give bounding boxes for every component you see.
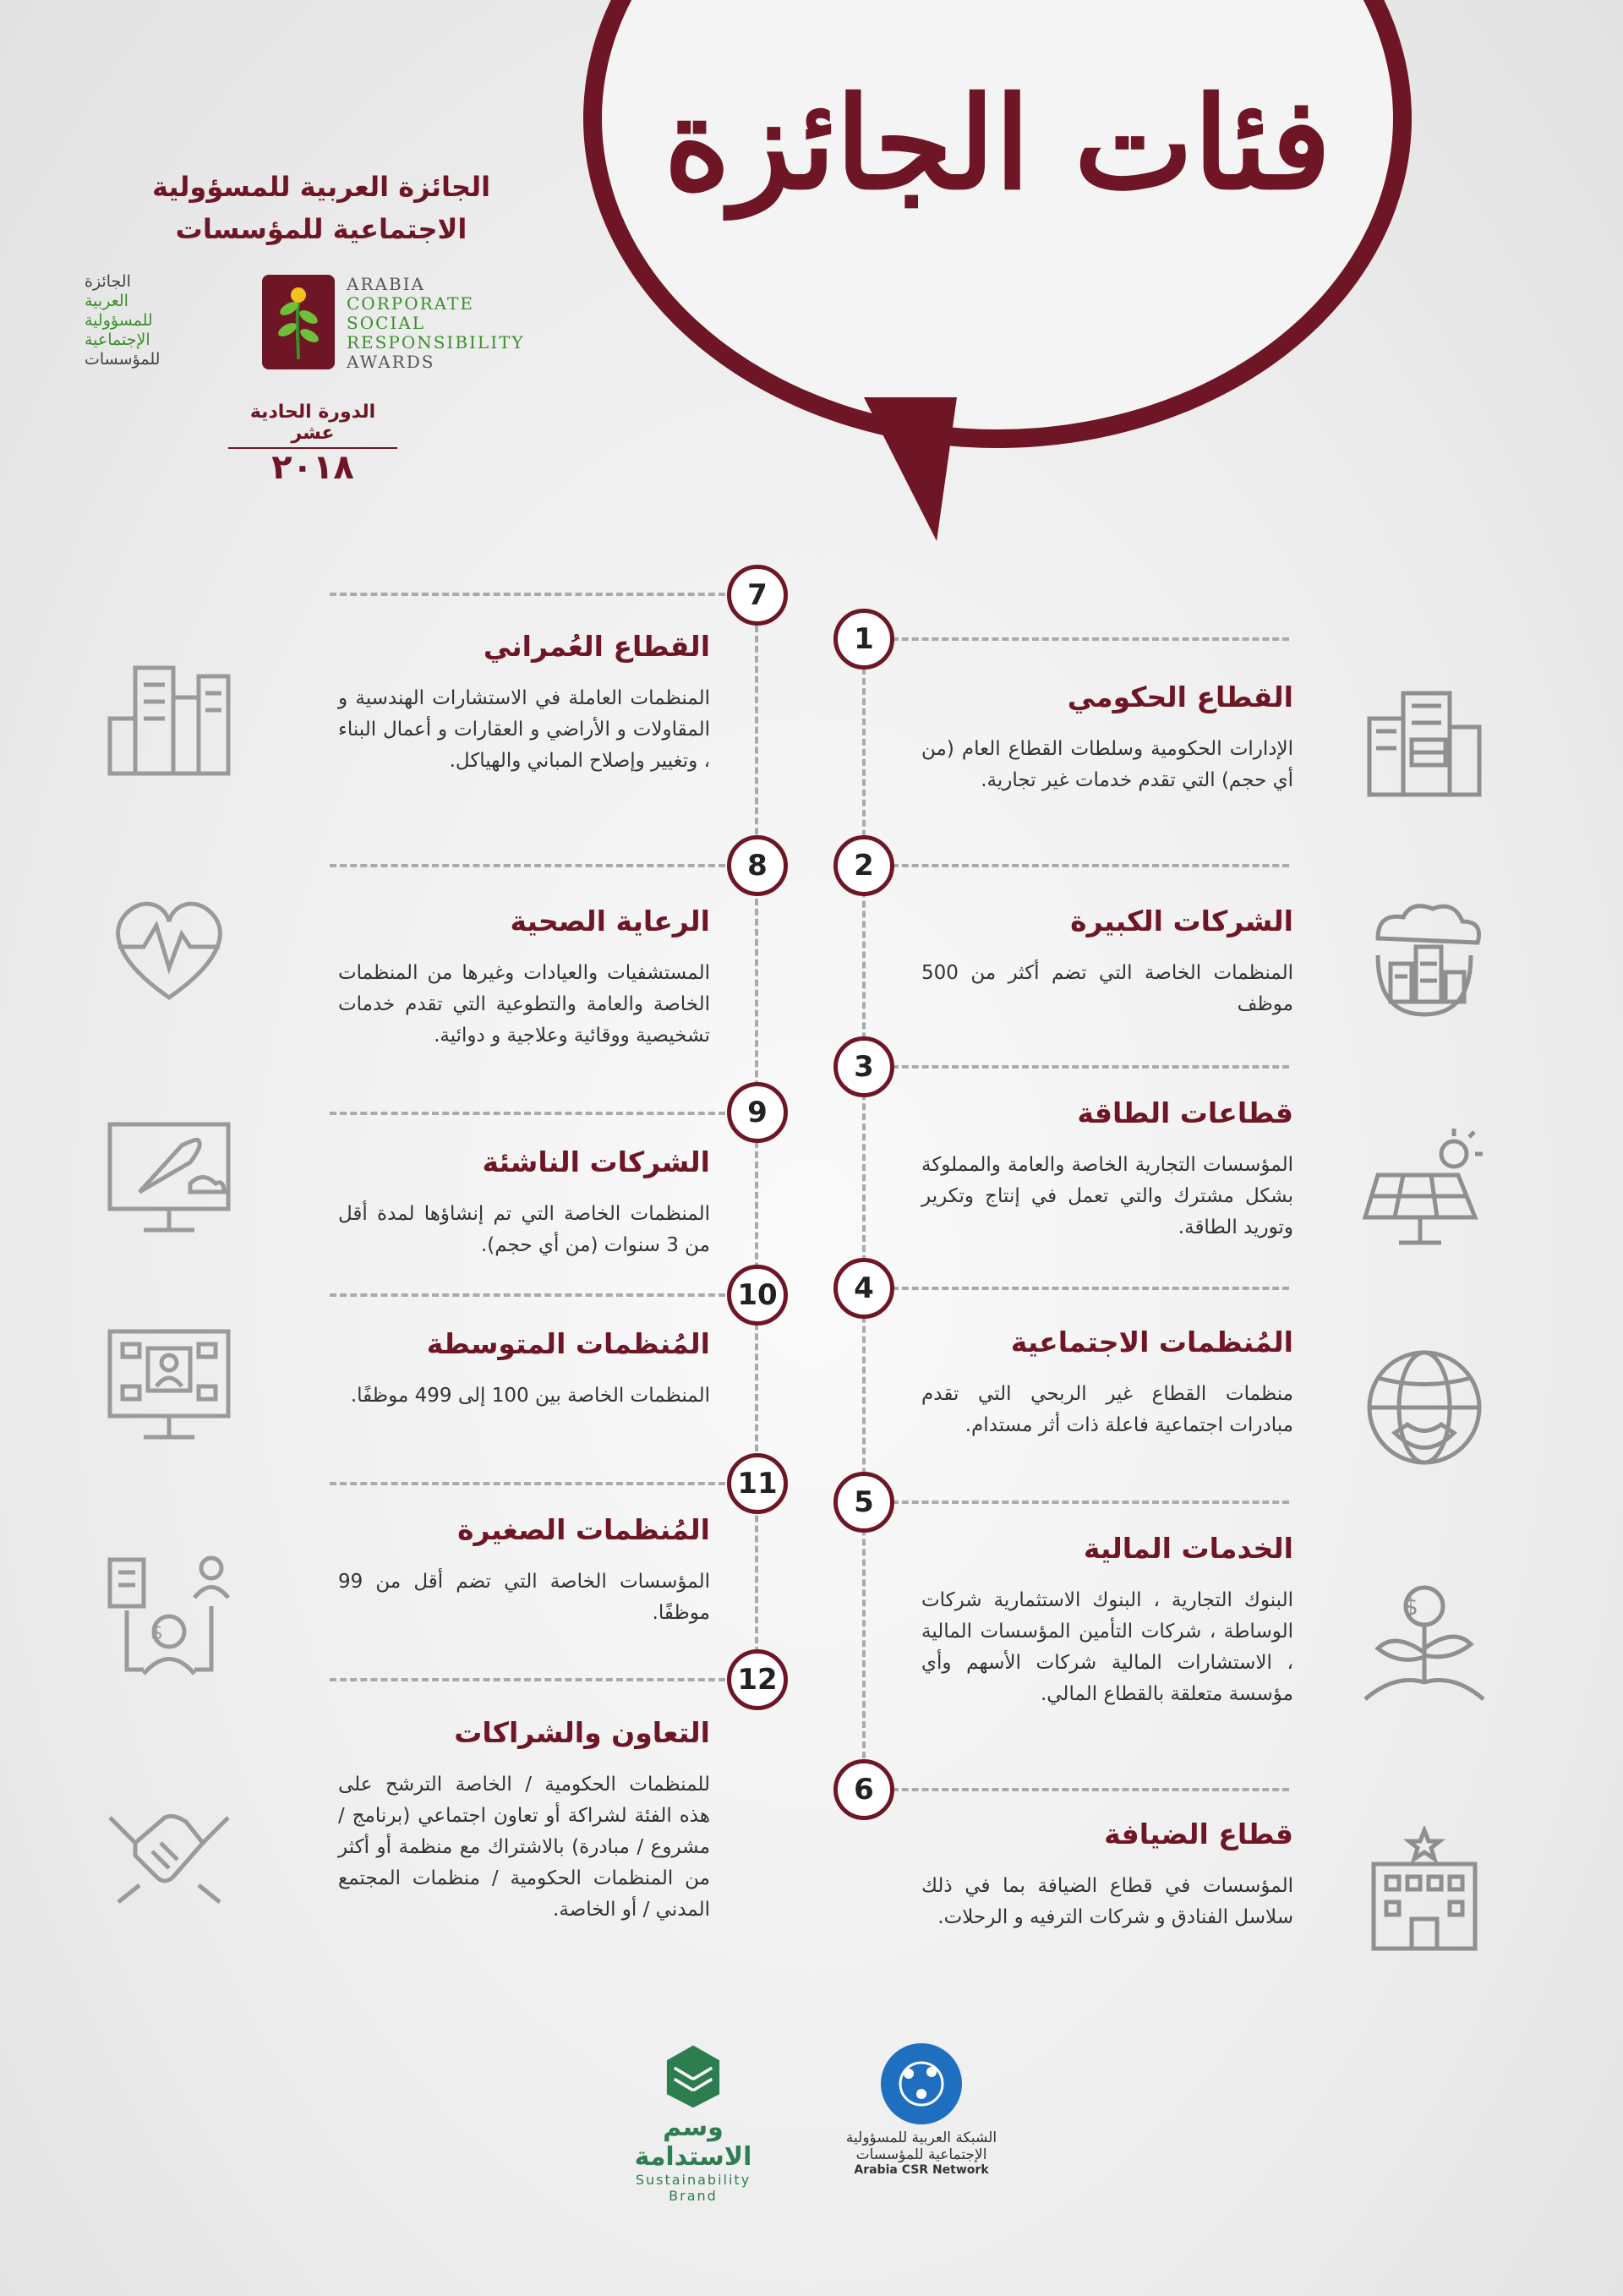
category-description: المؤسسات الخاصة التي تضم أقل من 99 موظفًا. <box>338 1571 710 1624</box>
award-title-line1: الجائزة العربية للمسؤولية <box>151 171 491 203</box>
category-healthcare <box>338 905 710 1052</box>
award-title-line2: الاجتماعية للمؤسسات <box>175 213 467 245</box>
divider <box>892 864 1289 867</box>
category-medium-organizations <box>338 1327 710 1412</box>
logo-ar-line: الجائزة <box>85 272 131 291</box>
csr-network-english: Arabia CSR Network <box>854 2163 989 2177</box>
category-number: 4 <box>833 1258 894 1319</box>
divider <box>892 1287 1289 1290</box>
timeline-line-left <box>755 626 758 1674</box>
logo-en-line: RESPONSIBILITY <box>347 332 525 353</box>
category-description: المستشفيات والعيادات وغيرها من المنظمات الخاصة والعامة والتطوعية التي تقدم خدمات تشخيصية ووقائية وعلاجية و دوائية. <box>338 962 710 1047</box>
category-description: المنظمات الخاصة بين 100 إلى 499 موظفًا. <box>350 1385 710 1407</box>
category-description: المنظمات الخاصة التي تم إنشاؤها لمدة أقل من 3 سنوات (من أي حجم). <box>338 1203 710 1256</box>
logo-ar-line: للمؤسسات <box>85 350 161 369</box>
divider <box>892 1501 1289 1504</box>
award-title <box>101 166 541 250</box>
logo-ar-line: الإجتماعية <box>85 331 150 349</box>
category-social-organizations <box>921 1326 1293 1441</box>
category-startups <box>338 1145 710 1261</box>
logo-ar-line: للمسؤولية <box>85 311 153 330</box>
arabia-csr-network-logo <box>837 2042 1006 2177</box>
edition-year: ٢٠١٨ <box>271 448 354 487</box>
category-financial-services <box>921 1532 1293 1710</box>
category-number: 2 <box>833 835 894 896</box>
award-logo-arabic <box>85 272 254 369</box>
globe-hands-icon <box>1361 1344 1488 1471</box>
handshake-icon <box>106 1784 232 1911</box>
category-description: المنظمات الخاصة التي تضم أكثر من 500 موظف <box>921 962 1293 1015</box>
category-title: الشركات الكبيرة <box>1070 905 1293 938</box>
category-small-organizations <box>338 1513 710 1629</box>
divider <box>330 1112 725 1115</box>
category-number: 7 <box>727 565 788 626</box>
logo-en-line: AWARDS <box>347 352 435 372</box>
divider <box>330 1293 725 1297</box>
category-description: المؤسسات التجارية الخاصة والعامة والمملوكة بشكل مشترك والتي تعمل في إنتاج وتكرير وتوريد الطاقة. <box>921 1154 1293 1238</box>
solar-panel-icon <box>1361 1124 1488 1251</box>
timeline-line-right <box>862 668 866 1758</box>
csr-network-icon <box>879 2042 964 2126</box>
category-number: 10 <box>727 1265 788 1326</box>
logo-en-line: CORPORATE <box>347 293 474 314</box>
divider <box>330 593 725 596</box>
category-title: الرعاية الصحية <box>510 905 710 938</box>
category-title: الخدمات المالية <box>1083 1532 1293 1565</box>
category-title: الشركات الناشئة <box>482 1145 710 1178</box>
category-number: 6 <box>833 1759 894 1820</box>
category-government <box>921 681 1293 796</box>
hotel-icon <box>1361 1826 1488 1953</box>
category-title: القطاع العُمراني <box>483 630 710 663</box>
sustainability-brand-arabic: وسم الاستدامة <box>634 2113 752 2172</box>
category-number: 8 <box>727 835 788 896</box>
category-description: المؤسسات في قطاع الضيافة بما في ذلك سلاسل الفنادق و شركات الترفيه و الرحلات. <box>921 1875 1293 1928</box>
money-plant-icon <box>1361 1581 1488 1708</box>
divider <box>892 1065 1289 1069</box>
category-title: المُنظمات المتوسطة <box>426 1327 710 1360</box>
category-title: المُنظمات الاجتماعية <box>1010 1326 1293 1358</box>
category-description: البنوك التجارية ، البنوك الاستثمارية شركات الوساطة ، شركات التأمين المؤسسات المالية ، الاستشارات المالية شركات الأسهم وأي مؤسسة متعلقة بالقطاع المالي. <box>921 1589 1293 1705</box>
svg-text:$: $ <box>1403 1593 1418 1621</box>
page-title: فئات الجائزة <box>664 69 1331 218</box>
city-buildings-icon <box>106 651 232 778</box>
svg-text:$: $ <box>150 1621 163 1644</box>
sustainability-brand-icon <box>659 2042 727 2109</box>
category-number: 9 <box>727 1082 788 1143</box>
category-number: 1 <box>833 609 894 670</box>
category-energy <box>921 1096 1293 1244</box>
large-company-icon <box>1361 896 1488 1023</box>
category-number: 5 <box>833 1472 894 1533</box>
divider <box>330 864 725 867</box>
divider <box>892 637 1289 641</box>
category-title: قطاع الضيافة <box>1104 1818 1293 1850</box>
edition-label: الدورة الحادية عشر <box>228 402 397 449</box>
heart-pulse-icon <box>106 883 232 1010</box>
category-description: المنظمات العاملة في الاستشارات الهندسية و المقاولات و الأراضي و العقارات و أعمال البناء ، وتغيير وإصلاح المباني والهياكل. <box>338 687 710 772</box>
category-large-companies <box>921 905 1293 1020</box>
divider <box>892 1788 1289 1791</box>
sustainability-brand-english: Sustainability Brand <box>635 2172 751 2204</box>
logo-ar-line: العربية <box>85 292 128 310</box>
category-title: القطاع الحكومي <box>1067 681 1293 713</box>
category-partnerships <box>338 1716 710 1926</box>
sustainability-brand-logo <box>609 2042 778 2204</box>
divider <box>330 1678 725 1681</box>
category-hospitality <box>921 1818 1293 1933</box>
category-number: 12 <box>727 1649 788 1710</box>
csr-network-arabic: الشبكة العربية للمسؤولية <box>845 2129 997 2146</box>
category-description: منظمات القطاع غير الربحي التي تقدم مبادرات اجتماعية فاعلة ذات أثر مستدام. <box>921 1383 1293 1436</box>
award-logo-icon <box>262 275 335 369</box>
category-number: 3 <box>833 1036 894 1097</box>
category-description: للمنظمات الحكومية / الخاصة الترشح على هذه الفئة لشراكة أو تعاون اجتماعي (برنامج / مشروع / مبادرة) بالاشتراك مع منظمة أو أكثر من المنظمات الحكومية / منظمات المجتمع المدني / أو الخاصة. <box>338 1774 710 1921</box>
category-description: الإدارات الحكومية وسلطات القطاع العام (من أي حجم) التي تقدم خدمات غير تجارية. <box>921 738 1293 791</box>
government-buildings-icon <box>1361 676 1488 803</box>
category-title: التعاون والشراكات <box>454 1716 710 1749</box>
rocket-monitor-icon <box>106 1116 232 1243</box>
logo-en-line: ARABIA <box>347 274 425 294</box>
csr-network-arabic: الإجتماعية للمؤسسات <box>855 2146 987 2163</box>
logo-en-line: SOCIAL <box>347 313 426 333</box>
category-construction <box>338 630 710 777</box>
network-monitor-icon <box>106 1323 232 1450</box>
award-logo-english <box>347 275 549 372</box>
category-title: المُنظمات الصغيرة <box>457 1513 710 1546</box>
small-business-icon <box>106 1551 232 1678</box>
category-title: قطاعات الطاقة <box>1077 1096 1293 1129</box>
divider <box>330 1482 725 1485</box>
category-number: 11 <box>727 1453 788 1514</box>
